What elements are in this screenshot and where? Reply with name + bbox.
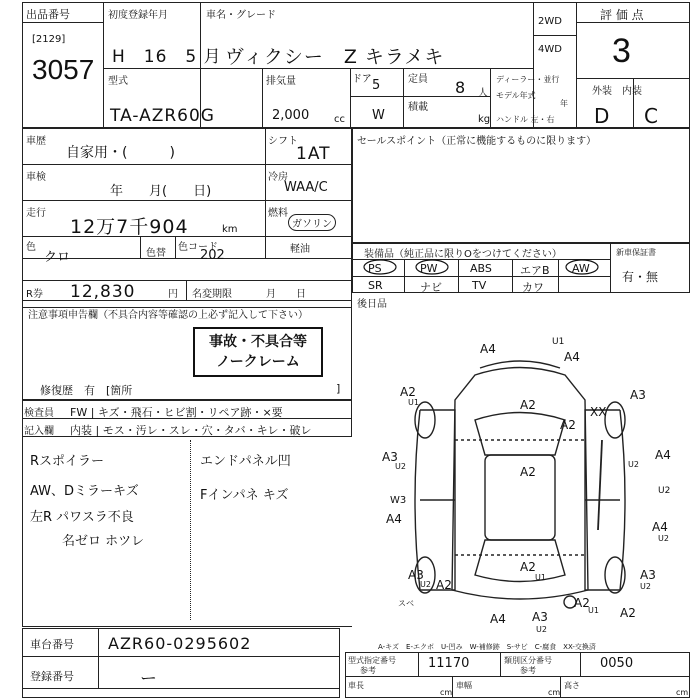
- type-cert-value: 11170: [428, 656, 470, 671]
- notes-label: 注意事項申告欄（不具合内容等確認の上必ず記入して下さい）: [28, 310, 308, 321]
- type-cert-label: 型式指定番号: [348, 656, 396, 665]
- mark-3: A2: [520, 398, 536, 412]
- equip-sr: SR: [368, 279, 383, 292]
- mark-9: A4: [655, 448, 671, 462]
- mark-29: U2: [536, 625, 547, 634]
- inspector-label-top: 検査員: [24, 408, 54, 419]
- note-left-2: AW、Dミラーキズ: [30, 484, 139, 499]
- dealer-label: ディーラー・並行: [496, 75, 560, 84]
- fuel-label: 燃料: [268, 208, 288, 219]
- mark-25: U2: [640, 582, 651, 591]
- width-label: 車幅: [456, 681, 472, 690]
- diagram-legend: A-キズ E-エクボ U-凹み W-補修跡 S-サビ C-腐食 XX-交換済: [378, 643, 596, 651]
- color-interior-label: 色替: [146, 248, 166, 259]
- history-value: 自家用・( ): [66, 145, 175, 161]
- score-label: 評 価 点: [600, 8, 644, 22]
- mark-12: U2: [395, 462, 406, 471]
- mark-31: U1: [588, 606, 599, 615]
- history-label: 車歴: [26, 136, 46, 147]
- model-year-label: モデル年式: [496, 91, 536, 100]
- mark-28: A2: [620, 606, 636, 620]
- length-label: 車長: [348, 681, 364, 690]
- mark-16: A4: [386, 512, 402, 526]
- mileage-unit: km: [222, 224, 238, 235]
- name-value: ヴィクシー Z キラメキ: [225, 46, 445, 68]
- mark-21: A3: [408, 568, 424, 582]
- displacement-unit: cc: [334, 114, 345, 125]
- post-docs-label: 後日品: [357, 299, 387, 310]
- mark-13: A2: [520, 465, 536, 479]
- first-reg-value: H 16 5 月: [112, 47, 222, 67]
- color-value: クロ: [44, 250, 71, 265]
- lot-label: 出品番号: [26, 8, 70, 21]
- mark-19: A2: [520, 560, 536, 574]
- load-unit: kg: [478, 114, 491, 125]
- mark-27: A3: [532, 610, 548, 624]
- mark-32: スベ: [398, 599, 414, 608]
- mark-2: A4: [564, 350, 580, 364]
- drive-2wd: 2WD: [538, 16, 562, 27]
- type-cat-ref: 参考: [520, 666, 536, 675]
- model-label: 型式: [108, 76, 128, 87]
- mark-18: U2: [658, 534, 669, 543]
- mark-22: A2: [436, 578, 452, 592]
- capacity-value: 8: [455, 78, 466, 97]
- mark-6: A2: [400, 385, 416, 399]
- car-diagram: [370, 340, 690, 640]
- mark-20: U1: [535, 573, 546, 582]
- load-label: 積載: [408, 102, 428, 113]
- mileage-value: 12万7千904: [70, 216, 189, 238]
- score-value: 3: [612, 32, 631, 70]
- ext-grade: D: [594, 104, 611, 128]
- warranty-label: 新車保証書: [616, 248, 656, 257]
- lot-sub: [2129]: [32, 34, 66, 45]
- name-label: 車名・グレード: [206, 10, 276, 21]
- mark-11: A3: [382, 450, 398, 464]
- lot-number: 3057: [32, 54, 95, 85]
- mark-15: W3: [390, 495, 407, 506]
- mark-14: U2: [658, 486, 671, 496]
- stamp-line2: ノークレーム: [216, 354, 300, 370]
- type-cat-label: 類別区分番号: [504, 656, 552, 665]
- mark-1: U1: [552, 337, 565, 347]
- handle-label: ハンドル 左・右: [496, 115, 555, 124]
- recycle-unit: 円: [168, 289, 178, 300]
- inspector-label-bottom: 記入欄: [24, 426, 54, 437]
- fuel-diesel: 軽油: [290, 244, 310, 255]
- color-code-label: 色コード: [178, 242, 218, 253]
- name-change-value: 月 日: [266, 289, 306, 300]
- equip-abs: ABS: [470, 262, 492, 275]
- capacity-unit: 人: [478, 88, 488, 99]
- equip-airbag: エアB: [520, 264, 550, 277]
- height-label: 高さ: [564, 681, 580, 690]
- color-code-value: 202: [200, 248, 225, 263]
- chassis-label: 車台番号: [30, 638, 74, 651]
- repair-label: 修復歴 有 [箇所: [40, 384, 133, 397]
- length-unit: cm: [440, 688, 453, 697]
- equip-navi: ナビ: [420, 281, 442, 294]
- model-value: TA-AZR60G: [110, 106, 215, 126]
- shaken-label: 車検: [26, 172, 46, 183]
- repair-bracket-end: ]: [336, 382, 341, 395]
- note-right-1: エンドパネル凹: [200, 454, 291, 469]
- type-cat-value: 0050: [600, 656, 634, 671]
- no-claim-stamp: [193, 327, 323, 377]
- equip-leather: カワ: [522, 281, 544, 294]
- first-reg-label: 初度登録年月: [108, 10, 168, 21]
- shaken-value: 年 月( 日): [110, 184, 212, 199]
- mark-30: A2: [574, 596, 590, 610]
- inspector-row1: FW | キズ・飛石・ヒビ割・リペア跡・×要: [70, 406, 283, 419]
- reg-label: 登録番号: [30, 670, 74, 683]
- ext-int-label: 外装 内装: [592, 86, 642, 97]
- recycle-label: R券: [26, 289, 43, 300]
- note-left-1: Rスポイラー: [30, 454, 105, 469]
- width-unit: cm: [548, 688, 561, 697]
- color-label: 色: [26, 242, 36, 253]
- inspector-row2: 内装 | モス・汚レ・スレ・穴・タバ・キレ・破レ: [70, 424, 312, 437]
- warranty-value: 有・無: [622, 270, 659, 284]
- mileage-label: 走行: [26, 208, 46, 219]
- note-right-2: Fインパネ キズ: [200, 488, 289, 503]
- equip-aw: AW: [572, 262, 590, 275]
- height-unit: cm: [676, 688, 689, 697]
- aircon-value: WAA/C: [284, 180, 328, 195]
- mark-0: A4: [480, 342, 496, 356]
- mark-26: A4: [490, 612, 506, 626]
- load-value: W: [372, 108, 385, 123]
- mark-10: U2: [628, 460, 639, 469]
- shift-value: 1AT: [296, 144, 331, 164]
- aircon-label: 冷房: [268, 172, 288, 183]
- note-left-3: 左R パワスラ不良: [30, 510, 134, 525]
- note-left-4: 名ゼロ ホツレ: [62, 534, 145, 549]
- chassis-value: AZR60-0295602: [108, 634, 252, 653]
- displacement-label: 排気量: [266, 76, 296, 87]
- name-change-label: 名変期限: [192, 289, 232, 300]
- int-grade: C: [644, 104, 659, 128]
- displacement-value: 2,000: [272, 108, 310, 123]
- equip-tv: TV: [472, 279, 487, 292]
- mark-4: A3: [630, 388, 646, 402]
- drive-4wd: 4WD: [538, 44, 562, 55]
- mark-7: U1: [408, 398, 419, 407]
- reg-value: ー: [140, 669, 158, 689]
- doors-value: 5: [372, 78, 381, 93]
- equipment-label: 装備品（純正品に限りOをつけてください）: [364, 249, 562, 260]
- doors-label: ドア: [352, 74, 372, 85]
- capacity-label: 定員: [408, 74, 428, 85]
- stamp-line1: 事故・不具合等: [209, 334, 307, 350]
- recycle-value: 12,830: [70, 282, 136, 302]
- equipment-circles: [352, 259, 610, 276]
- type-cert-ref: 参考: [360, 666, 376, 675]
- fuel-gas: ガソリン: [288, 214, 336, 231]
- mark-24: A3: [640, 568, 656, 582]
- model-year-unit: 年: [560, 99, 568, 108]
- equip-ps: PS: [368, 262, 382, 275]
- equip-pw: PW: [420, 262, 438, 275]
- sales-point-label: セールスポイント（正常に機能するものに限ります）: [357, 136, 597, 147]
- mark-8: A2: [560, 418, 576, 432]
- shift-label: シフト: [268, 136, 298, 147]
- mark-5: XX: [590, 405, 607, 419]
- mark-23: U2: [420, 580, 431, 589]
- mark-17: A4: [652, 520, 668, 534]
